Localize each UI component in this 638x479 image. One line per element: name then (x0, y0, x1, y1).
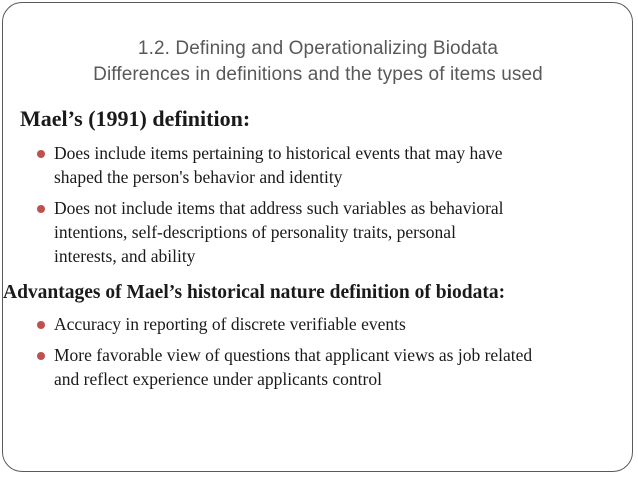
bullet-text-line: Accuracy in reporting of discrete verifiable events (54, 314, 406, 334)
bullet-text-line: Does include items pertaining to historical events that may have (54, 143, 503, 163)
bullet-text-line: interests, and ability (54, 246, 196, 266)
slide-title (20, 36, 616, 88)
bullet-text-line: More favorable view of questions that applicant views as job related (54, 345, 533, 365)
bullet-text-line: Does not include items that address such variables as behavioral (54, 198, 504, 218)
title-line-2: Differences in definitions and the types of items used (93, 64, 543, 85)
bullet-text-line: and reflect experience under applicants control (54, 369, 382, 389)
bullet-text-line: intentions, self-descriptions of personality traits, personal (54, 222, 456, 242)
title-line-1: 1.2. Defining and Operationalizing Biodata (137, 38, 499, 59)
bullet-text-line: shaped the person's behavior and identity (54, 167, 343, 187)
section-heading-advantages: Advantages of Mael’s historical nature definition of biodata: (3, 282, 506, 303)
bullet-dot-icon (37, 352, 45, 360)
bullet-dot-icon (37, 150, 45, 158)
bullet-dot-icon (37, 205, 45, 213)
bullet-dot-icon (37, 321, 45, 329)
section-heading-mael-definition: Mael’s (1991) definition: (20, 106, 251, 131)
